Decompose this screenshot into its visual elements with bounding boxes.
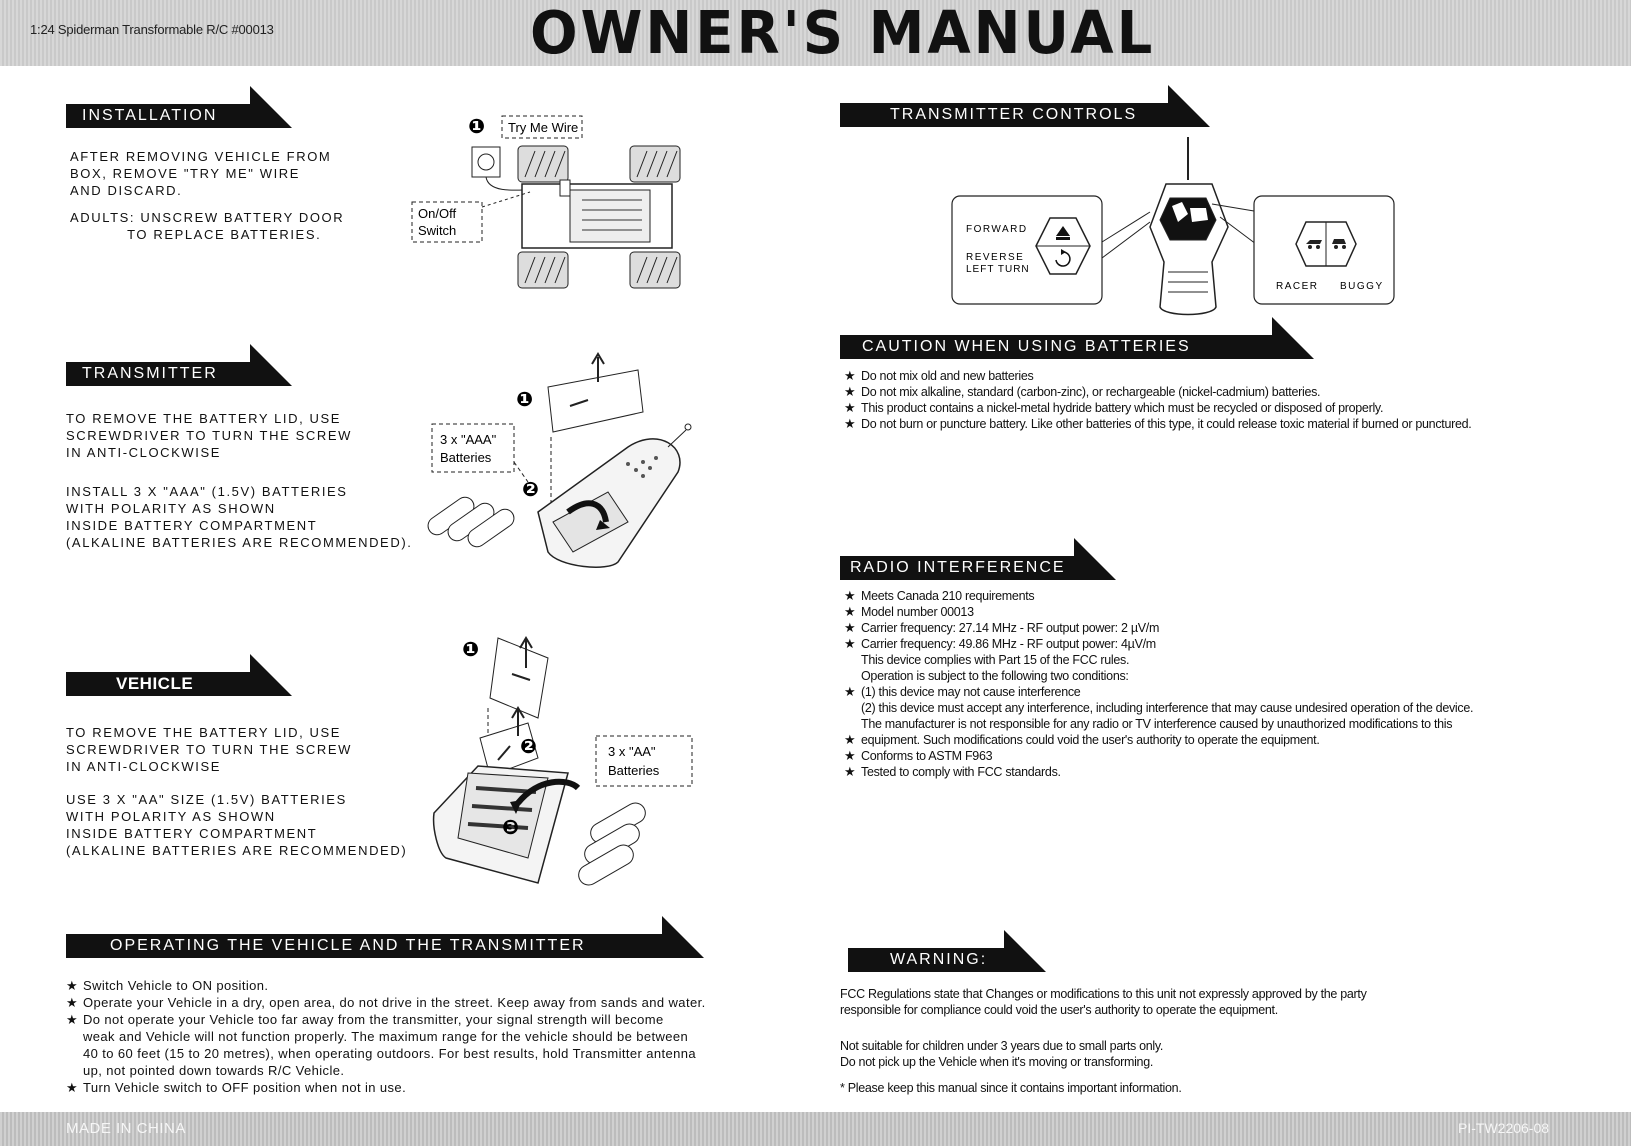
list-item-continuation: This device complies with Part 15 of the FCC rules. <box>861 653 1130 667</box>
aaa-battery-label-line1: 3 x "AAA" <box>440 432 497 447</box>
list-item-continuation: The manufacturer is not responsible for any radio or TV interference caused by unauthorized modifications to this <box>861 717 1453 731</box>
step-2-marker: ❷ <box>520 736 537 758</box>
try-me-wire-label: Try Me Wire <box>508 120 579 135</box>
vehicle-text <box>66 724 407 859</box>
list-item: ★ Do not operate your Vehicle too far away from the transmitter, your signal strength will become <box>66 1011 706 1028</box>
list-item-continuation: 40 to 60 feet (15 to 20 metres), when operating outdoors. For best results, hold Transmitter antenna <box>83 1046 697 1061</box>
list-item: ★ (1) this device may not cause interference <box>844 684 1473 700</box>
list-item: ★ Meets Canada 210 requirements <box>844 588 1473 604</box>
switch-label-line1: On/Off <box>418 206 457 221</box>
caution-heading: CAUTION WHEN USING BATTERIES <box>840 335 1272 359</box>
transmitter-controls-heading: TRANSMITTER CONTROLS <box>840 103 1168 127</box>
step-3-marker: ❸ <box>502 817 519 839</box>
transmitter-line: TO REMOVE THE BATTERY LID, USE <box>66 411 342 426</box>
list-item: ★ Conforms to ASTM F963 <box>844 748 1473 764</box>
list-item: ★ Operate your Vehicle in a dry, open area, do not drive in the street. Keep away from sands and water. <box>66 994 706 1011</box>
radio-interference-list <box>844 588 1473 780</box>
vehicle-line: WITH POLARITY AS SHOWN <box>66 809 276 824</box>
warning-heading: WARNING: <box>848 948 1004 972</box>
list-item-continuation: weak and Vehicle will not function properly. The maximum range for the vehicle should be between <box>83 1029 689 1044</box>
manual-title: OWNER'S MANUAL <box>530 0 1156 68</box>
vehicle-line: IN ANTI-CLOCKWISE <box>66 759 222 774</box>
step-1-marker: ❶ <box>468 116 485 138</box>
step-2-marker: ❷ <box>522 479 539 501</box>
list-item: ★ equipment. Such modifications could void the user's authority to operate the equipment. <box>844 732 1473 748</box>
warning-text <box>840 986 1367 1096</box>
installation-line: ADULTS: UNSCREW BATTERY DOOR <box>70 210 345 225</box>
list-item-continuation: up, not pointed down towards R/C Vehicle. <box>83 1063 345 1078</box>
list-item-continuation: (2) this device must accept any interference, including interference that may cause undesired operation of the device. <box>861 701 1474 715</box>
vehicle-line: SCREWDRIVER TO TURN THE SCREW <box>66 742 352 757</box>
vehicle-line: TO REMOVE THE BATTERY LID, USE <box>66 725 342 740</box>
installation-line: BOX, REMOVE "TRY ME" WIRE <box>70 166 301 181</box>
step-1-marker: ❶ <box>462 639 479 661</box>
transmitter-text <box>66 410 412 551</box>
transmitter-line: IN ANTI-CLOCKWISE <box>66 445 222 460</box>
buggy-label: BUGGY <box>1340 281 1384 292</box>
aa-battery-label-line2: Batteries <box>608 763 660 778</box>
step-1-marker: ❶ <box>516 389 533 411</box>
transmitter-line: INSIDE BATTERY COMPARTMENT <box>66 518 318 533</box>
transmitter-controls-diagram <box>950 132 1400 322</box>
document-code: PI-TW2206-08 <box>1458 1120 1550 1136</box>
operating-list <box>66 977 706 1096</box>
installation-line: AND DISCARD. <box>70 183 183 198</box>
transmitter-line: INSTALL 3 X "AAA" (1.5V) BATTERIES <box>66 484 348 499</box>
list-item: ★ Do not mix alkaline, standard (carbon-zinc), or rechargeable (nickel-cadmium) batteries. <box>844 384 1471 400</box>
list-item: ★ Model number 00013 <box>844 604 1473 620</box>
warning-line: Do not pick up the Vehicle when it's moving or transforming. <box>840 1055 1154 1069</box>
footer-bar <box>0 1112 1631 1146</box>
vehicle-line: (ALKALINE BATTERIES ARE RECOMMENDED) <box>66 843 408 858</box>
list-item: ★ Do not mix old and new batteries <box>844 368 1471 384</box>
list-item: ★ Switch Vehicle to ON position. <box>66 977 706 994</box>
vehicle-line: INSIDE BATTERY COMPARTMENT <box>66 826 318 841</box>
warning-line: responsible for compliance could void the user's authority to operate the equipment. <box>840 1003 1278 1017</box>
transmitter-line: SCREWDRIVER TO TURN THE SCREW <box>66 428 352 443</box>
caution-list <box>844 368 1471 432</box>
vehicle-battery-illustration <box>438 628 698 893</box>
transmitter-line: (ALKALINE BATTERIES ARE RECOMMENDED). <box>66 535 413 550</box>
list-item: ★ Carrier frequency: 27.14 MHz - RF output power: 2 µV/m <box>844 620 1473 636</box>
made-in-label: MADE IN CHINA <box>66 1120 186 1137</box>
switch-label-line2: Switch <box>418 223 457 238</box>
operating-heading: OPERATING THE VEHICLE AND THE TRANSMITTER <box>66 934 662 958</box>
list-item: ★ Do not burn or puncture battery. Like other batteries of this type, it could release toxic material if burned or punctured. <box>844 416 1471 432</box>
warning-line: Not suitable for children under 3 years due to small parts only. <box>840 1039 1164 1053</box>
product-code: 1:24 Spiderman Transformable R/C #00013 <box>30 22 274 37</box>
reverse-label: REVERSE <box>966 252 1025 263</box>
aaa-battery-label-line2: Batteries <box>440 450 492 465</box>
aa-battery-label-line1: 3 x "AA" <box>608 744 656 759</box>
radio-interference-heading: RADIO INTERFERENCE <box>840 556 1074 580</box>
forward-label: FORWARD <box>966 224 1028 235</box>
transmitter-battery-illustration <box>428 352 718 574</box>
vehicle-heading: VEHICLE <box>66 672 250 696</box>
list-item: ★ Tested to comply with FCC standards. <box>844 764 1473 780</box>
installation-line: AFTER REMOVING VEHICLE FROM <box>70 149 332 164</box>
list-item: ★ Carrier frequency: 49.86 MHz - RF output power: 4µV/m <box>844 636 1473 652</box>
keep-manual-note: * Please keep this manual since it contains important information. <box>840 1081 1182 1095</box>
list-item-continuation: Operation is subject to the following two conditions: <box>861 669 1129 683</box>
vehicle-top-view-illustration <box>418 112 690 297</box>
vehicle-line: USE 3 X "AA" SIZE (1.5V) BATTERIES <box>66 792 347 807</box>
installation-text <box>70 148 344 243</box>
installation-heading: INSTALLATION <box>66 104 250 128</box>
transmitter-line: WITH POLARITY AS SHOWN <box>66 501 276 516</box>
list-item: ★ This product contains a nickel-metal hydride battery which must be recycled or disposed of properly. <box>844 400 1471 416</box>
warning-line: FCC Regulations state that Changes or modifications to this unit not expressly approved by the party <box>840 987 1367 1001</box>
left-turn-label: LEFT TURN <box>966 264 1030 275</box>
list-item: ★ Turn Vehicle switch to OFF position when not in use. <box>66 1079 706 1096</box>
installation-line: TO REPLACE BATTERIES. <box>70 227 322 242</box>
transmitter-heading: TRANSMITTER <box>66 362 250 386</box>
racer-label: RACER <box>1276 281 1319 292</box>
